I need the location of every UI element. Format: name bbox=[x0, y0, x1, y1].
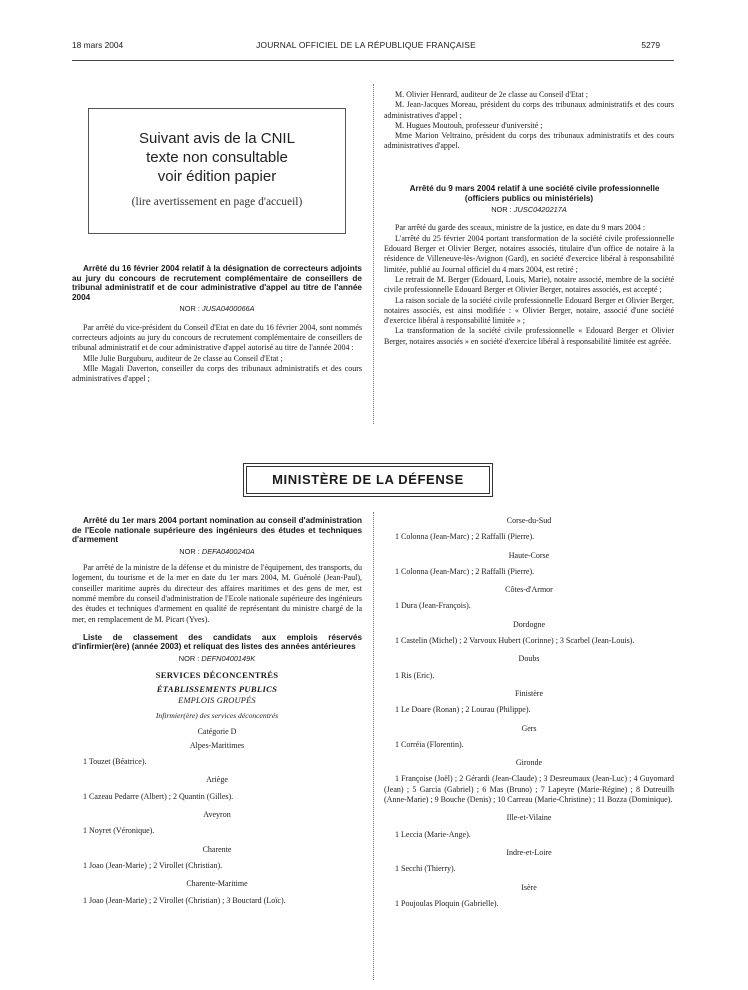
region-entry: 1 Françoise (Joël) ; 2 Gérardi (Jean-Claude) ; 3 Desreumaux (Jean-Luc) ; 4 Guyomard (Jean) ; 5 Garcia (Gabriel) ; 6 Mas (Bruno) ; 7 Lapeyre (Marie-Régine) ; 8 Dutreuilh (Anne-Marie) ; 9 Bouche (Denis) ; 10 Carreau (Marie-Christine) ; 11 Bozza (Dominique). bbox=[384, 774, 674, 805]
arrete-9-para-2: L'arrêté du 25 février 2004 portant transformation de la société civile professionnelle Edouard Berger et Olivier Berger, notaires associés, titulaire d'un office de notaire à la résidence de Villeneuve-lès-Avignon (Gard), en société d'exercice libéral à responsabilité limitée, publié au Journal officiel du 4 mars 2004, est retiré ; bbox=[384, 233, 674, 274]
arrete-9-para-3: Le retrait de M. Berger (Edouard, Louis, Marie), notaire associé, membre de la société civile professionnelle Edouard Berger et Olivier Berger, notaires associés, est accepté ; bbox=[384, 274, 674, 295]
right-top-item-4: Mme Marion Veltraino, président du corps des tribunaux administratifs et des cours administratives d'appel. bbox=[384, 131, 674, 151]
region-entry: 1 Cazeau Pedarre (Albert) ; 2 Quantin (Gilles). bbox=[83, 791, 234, 801]
region-name: Aveyron bbox=[203, 810, 231, 820]
region-entry: 1 Joao (Jean-Marie) ; 2 Virollet (Christian). bbox=[83, 860, 223, 870]
region-entry: 1 Castelin (Michel) ; 2 Varvoux Hubert (Corinne) ; 3 Scarbel (Jean-Louis). bbox=[395, 636, 635, 646]
services-deconcentres: SERVICES DÉCONCENTRÉS bbox=[155, 670, 279, 681]
nor-label: NOR : bbox=[179, 546, 200, 556]
cnil-note: (lire avertissement en page d'accueil) bbox=[131, 196, 303, 208]
arrete-16-body: Par arrêté du vice-président du Conseil d'Etat en date du 16 février 2004, sont nommés correcteurs adjoints au jury du concours de recrutement complémentaire de conseillers de tribunal administratif et de cour administrative d'appel autorisé au titre de l'année 2004 : bbox=[72, 322, 362, 353]
region-name: Gironde bbox=[515, 758, 543, 768]
region-name: Finistère bbox=[515, 688, 543, 698]
liste-nor bbox=[72, 654, 362, 664]
arrete-9-nor bbox=[384, 205, 674, 215]
header-page-number: 5279 bbox=[641, 40, 660, 50]
nor-code: DEFA0400240A bbox=[201, 546, 255, 556]
arrete-16-item-2: Mlle Magali Daverton, conseiller du corps des tribunaux administratifs et des cours administratives d'appel ; bbox=[72, 363, 362, 384]
region-name: Indre-et-Loire bbox=[506, 847, 552, 857]
header-journal-title: JOURNAL OFFICIEL DE LA RÉPUBLIQUE FRANÇAISE bbox=[256, 40, 476, 50]
arrete-9-title: Arrêté du 9 mars 2004 relatif à une société civile professionnelle (officiers publics ou ministériels) bbox=[409, 184, 660, 203]
region-name: Gers bbox=[521, 723, 537, 733]
arrete-9-para-1: Par arrêté du garde des sceaux, ministre de la justice, en date du 9 mars 2004 : bbox=[395, 223, 646, 233]
right-top-item-1: M. Olivier Henrard, auditeur de 2e classe au Conseil d'Etat ; bbox=[395, 90, 588, 99]
cnil-notice-box bbox=[88, 108, 346, 234]
cnil-line-3: voir édition papier bbox=[157, 168, 277, 185]
column-divider-bottom bbox=[373, 512, 374, 980]
categorie: Catégorie D bbox=[197, 726, 237, 736]
region-name: Alpes-Maritimes bbox=[189, 740, 245, 750]
right-bottom-column bbox=[384, 516, 674, 909]
region-entry: 1 Touzet (Béatrice). bbox=[83, 757, 147, 767]
emplois-groupes: EMPLOIS GROUPÉS bbox=[178, 695, 256, 705]
region-entry: 1 Colonna (Jean-Marc) ; 2 Raffalli (Pierre). bbox=[395, 532, 535, 542]
region-name: Ille-et-Vilaine bbox=[506, 813, 552, 823]
region-entry: 1 Poujoulas Ploquin (Gabrielle). bbox=[395, 898, 499, 908]
arrete-16-nor bbox=[72, 304, 362, 314]
cnil-line-1: Suivant avis de la CNIL bbox=[139, 130, 295, 147]
header-rule bbox=[72, 60, 674, 61]
nor-code: JUSA0400066A bbox=[202, 304, 255, 314]
region-name: Charente bbox=[202, 844, 232, 854]
ministry-heading: MINISTÈRE DE LA DÉFENSE bbox=[272, 472, 464, 487]
region-entry: 1 Dura (Jean-François). bbox=[395, 601, 471, 611]
infirmier-subtitle: Infirmier(ère) des services déconcentrés bbox=[155, 711, 279, 721]
arrete-1-nor bbox=[72, 547, 362, 557]
region-name: Isère bbox=[521, 882, 537, 892]
region-entry: 1 Secchi (Thierry). bbox=[395, 864, 456, 874]
region-entry: 1 Leccia (Marie-Ange). bbox=[395, 829, 471, 839]
region-entry: 1 Noyret (Véronique). bbox=[83, 826, 155, 836]
right-top-item-2: M. Jean-Jacques Moreau, président du corps des tribunaux administratifs et des cours administratives d'appel ; bbox=[384, 100, 674, 120]
region-name: Doubs bbox=[518, 654, 540, 664]
ministry-heading-box bbox=[246, 466, 490, 494]
nor-code: JUSC0420217A bbox=[513, 205, 567, 215]
region-entry: 1 Le Doare (Ronan) ; 2 Lourau (Philippe). bbox=[395, 705, 531, 715]
left-bottom-column bbox=[72, 516, 362, 906]
right-top-item-3: M. Hugues Moutouh, professeur d'université ; bbox=[395, 120, 543, 130]
arrete-16-title: Arrêté du 16 février 2004 relatif à la désignation de correcteurs adjoints au jury du concours de recrutement complémentaire de conseillers de tribunal administratif et de cour administrative d'appel au titre de l'année 2004 bbox=[72, 264, 362, 302]
liste-title: Liste de classement des candidats aux emplois réservés d'infirmier(ère) (année 2003) et reliquat des listes des années antérieures bbox=[72, 632, 362, 652]
cnil-line-2: texte non consultable bbox=[146, 149, 288, 166]
region-name: Ariège bbox=[206, 775, 228, 785]
right-top-list bbox=[384, 90, 674, 152]
arrete-1-body: Par arrêté de la ministre de la défense et du ministre de l'équipement, des transports, du logement, du tourisme et de la mer en date du 1er mars 2004, M. Guénolé (Jean-Paul), conseiller maritime auprès du directeur des affaires maritimes et des gens de mer, est nommé membre du conseil d'administration de l'Ecole nationale supérieure des ingénieurs des études et techniques d'armement en qualité de représentant du ministre chargé de la mer, en remplacement de M. Picart (Yves). bbox=[72, 563, 362, 624]
region-entry: 1 Corréia (Florentin). bbox=[395, 739, 464, 749]
arrete-9-para-5: La transformation de la société civile professionnelle « Edouard Berger et Olivier Berger, notaires associés » en société d'exercice libéral à responsabilité limitée est agréée. bbox=[384, 326, 674, 346]
etablissements-publics: ÉTABLISSEMENTS PUBLICS bbox=[156, 683, 278, 694]
nor-label: NOR : bbox=[491, 205, 512, 215]
arrete-16-item-1: Mlle Julie Burguburu, auditeur de 2e classe au Conseil d'Etat ; bbox=[83, 353, 283, 363]
nor-label: NOR : bbox=[178, 654, 200, 664]
header-date: 18 mars 2004 bbox=[72, 40, 124, 50]
region-name: Haute-Corse bbox=[508, 550, 550, 560]
region-name: Charente-Maritime bbox=[186, 879, 248, 889]
arrete-9-mars bbox=[384, 184, 674, 347]
running-header bbox=[72, 40, 660, 54]
region-entry: 1 Joao (Jean-Marie) ; 2 Virollet (Christian) ; 3 Bouctard (Loïc). bbox=[83, 895, 286, 905]
arrete-1-title: Arrêté du 1er mars 2004 portant nomination au conseil d'administration de l'Ecole nationale supérieure des ingénieurs des études et techniques d'armement bbox=[72, 516, 362, 545]
nor-code: DEFN0400149K bbox=[201, 654, 256, 664]
nor-label: NOR : bbox=[179, 304, 200, 314]
arrete-9-para-4: La raison sociale de la société civile professionnelle Edouard Berger et Olivier Berger, notaires associés, est ainsi modifiée : « Olivier Berger, notaire, associé d'une société d'exercice libéral à responsabilité limitée » ; bbox=[384, 295, 674, 326]
region-name: Corse-du-Sud bbox=[506, 516, 552, 525]
region-entry: 1 Ris (Eric). bbox=[395, 670, 435, 680]
region-entry: 1 Colonna (Jean-Marc) ; 2 Raffalli (Pierre). bbox=[395, 566, 535, 576]
column-divider-top bbox=[373, 84, 374, 424]
region-name: Dordogne bbox=[513, 619, 545, 629]
arrete-16-fevrier bbox=[72, 264, 362, 384]
region-name: Côtes-d'Armor bbox=[505, 585, 553, 595]
